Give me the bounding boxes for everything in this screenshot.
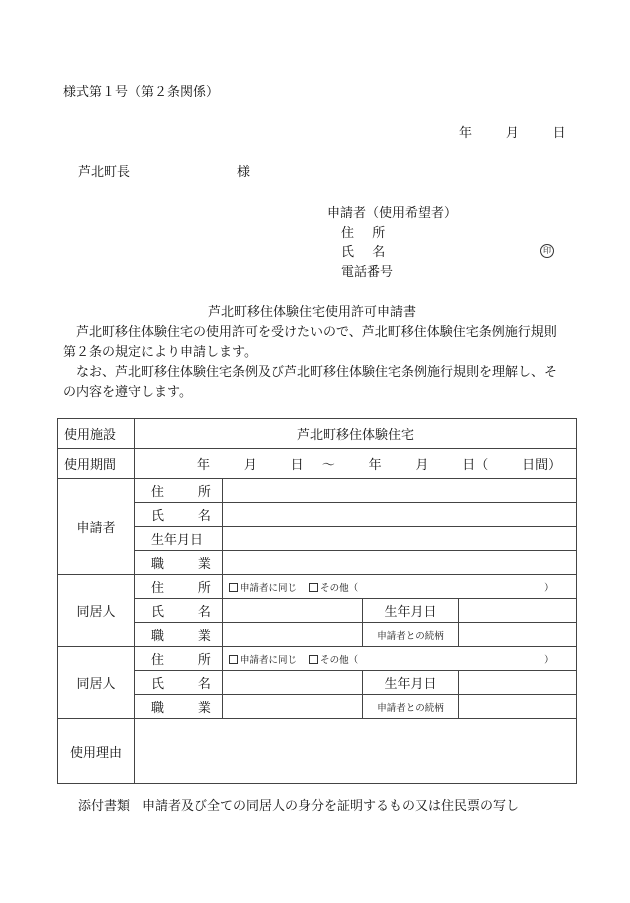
cohabitant1-address-row xyxy=(58,575,577,599)
period-field[interactable]: 年 月 日 ～ 年 月 日（ 日間） xyxy=(135,449,577,479)
document-title: 芦北町移住体験住宅使用許可申請書 xyxy=(208,305,417,320)
applicant-birthdate-input[interactable] xyxy=(223,527,577,551)
cohabitant2-occupation-input[interactable] xyxy=(223,695,363,719)
applicant-name-input[interactable] xyxy=(223,503,577,527)
cohabitant2-birthdate-label: 生年月日 xyxy=(363,671,459,695)
cohabitant1-address-options: 申請者に同じ その他（ ） xyxy=(223,575,577,599)
cohabitant2-name-input[interactable] xyxy=(223,671,363,695)
applicant-occupation-row xyxy=(58,551,577,575)
other-checkbox[interactable]: その他（ xyxy=(309,655,358,666)
applicant-phone-label: 電話番号 xyxy=(341,265,394,280)
application-table xyxy=(57,418,577,784)
cohabitant1-occupation-row xyxy=(58,623,577,647)
date-line xyxy=(459,122,566,141)
cohabitant1-address-label: 住 所 xyxy=(135,575,223,599)
cohabitant2-name-row xyxy=(58,671,577,695)
cohabitant2-birthdate-input[interactable] xyxy=(459,671,577,695)
cohabitant1-occupation-input[interactable] xyxy=(223,623,363,647)
facility-value[interactable]: 芦北町移住体験住宅 xyxy=(135,419,577,449)
cohabitant2-relationship-label: 申請者との続柄 xyxy=(363,695,459,719)
cohabitant1-name-label: 氏 名 xyxy=(135,599,223,623)
applicant-address-cell-label: 住 所 xyxy=(135,479,223,503)
attachments-label: 添付書類 xyxy=(78,799,131,814)
cohabitant1-occupation-label: 職 業 xyxy=(135,623,223,647)
cohabitant1-name-row xyxy=(58,599,577,623)
date-month: 月 xyxy=(505,126,519,141)
cohabitant2-occupation-row xyxy=(58,695,577,719)
body-line-3: なお、芦北町移住体験住宅条例及び芦北町移住体験住宅条例施行規則を理解し、そ xyxy=(63,365,558,380)
applicant-birthdate-row xyxy=(58,527,577,551)
cohabitant2-name-label: 氏 名 xyxy=(135,671,223,695)
reason-row xyxy=(58,719,577,784)
applicant-address-input[interactable] xyxy=(223,479,577,503)
applicant-name-label: 氏 名 xyxy=(341,245,386,260)
cohabitant2-section-label: 同居人 xyxy=(58,647,135,719)
same-as-applicant-checkbox[interactable]: 申請者に同じ xyxy=(229,655,297,666)
applicant-occupation-input[interactable] xyxy=(223,551,577,575)
date-year: 年 xyxy=(459,126,473,141)
applicant-name-row xyxy=(58,503,577,527)
reason-label: 使用理由 xyxy=(58,719,135,784)
applicant-address-row xyxy=(58,479,577,503)
cohabitant1-relationship-label: 申請者との続柄 xyxy=(363,623,459,647)
cohabitant1-name-input[interactable] xyxy=(223,599,363,623)
cohabitant2-occupation-label: 職 業 xyxy=(135,695,223,719)
other-checkbox[interactable]: その他（ xyxy=(309,583,358,594)
period-label: 使用期間 xyxy=(58,449,135,479)
applicant-occupation-label: 職 業 xyxy=(135,551,223,575)
attachments-text: 申請者及び全ての同居人の身分を証明するもの又は住民票の写し xyxy=(142,799,520,814)
applicant-section-label: 申請者 xyxy=(58,479,135,575)
cohabitant2-address-row xyxy=(58,647,577,671)
date-day: 日 xyxy=(552,126,566,141)
seal-icon: 印 xyxy=(540,244,554,258)
body-line-1: 芦北町移住体験住宅の使用許可を受けたいので、芦北町移住体験住宅条例施行規則 xyxy=(63,325,557,340)
applicant-birthdate-label: 生年月日 xyxy=(135,527,223,551)
cohabitant1-birthdate-input[interactable] xyxy=(459,599,577,623)
period-row xyxy=(58,449,577,479)
body-line-2: 第２条の規定により申請します。 xyxy=(63,345,257,360)
facility-row xyxy=(58,419,577,449)
facility-label: 使用施設 xyxy=(58,419,135,449)
cohabitant2-address-label: 住 所 xyxy=(135,647,223,671)
applicant-address-label: 住 所 xyxy=(341,226,386,241)
body-line-4: の内容を遵守します。 xyxy=(63,385,192,400)
reason-input[interactable] xyxy=(135,719,577,784)
attachments-line xyxy=(78,795,519,814)
form-number: 様式第１号（第２条関係） xyxy=(63,85,220,100)
cohabitant1-section-label: 同居人 xyxy=(58,575,135,647)
same-as-applicant-checkbox[interactable]: 申請者に同じ xyxy=(229,583,297,594)
cohabitant2-address-options: 申請者に同じ その他（ ） xyxy=(223,647,577,671)
cohabitant1-relationship-input[interactable] xyxy=(459,623,577,647)
seal-mark xyxy=(540,242,554,258)
addressee-name: 芦北町長 xyxy=(78,165,131,180)
applicant-name-cell-label: 氏 名 xyxy=(135,503,223,527)
cohabitant2-relationship-input[interactable] xyxy=(459,695,577,719)
cohabitant1-birthdate-label: 生年月日 xyxy=(363,599,459,623)
applicant-heading: 申請者（使用希望者） xyxy=(327,206,458,221)
addressee-honorific: 様 xyxy=(237,165,251,180)
